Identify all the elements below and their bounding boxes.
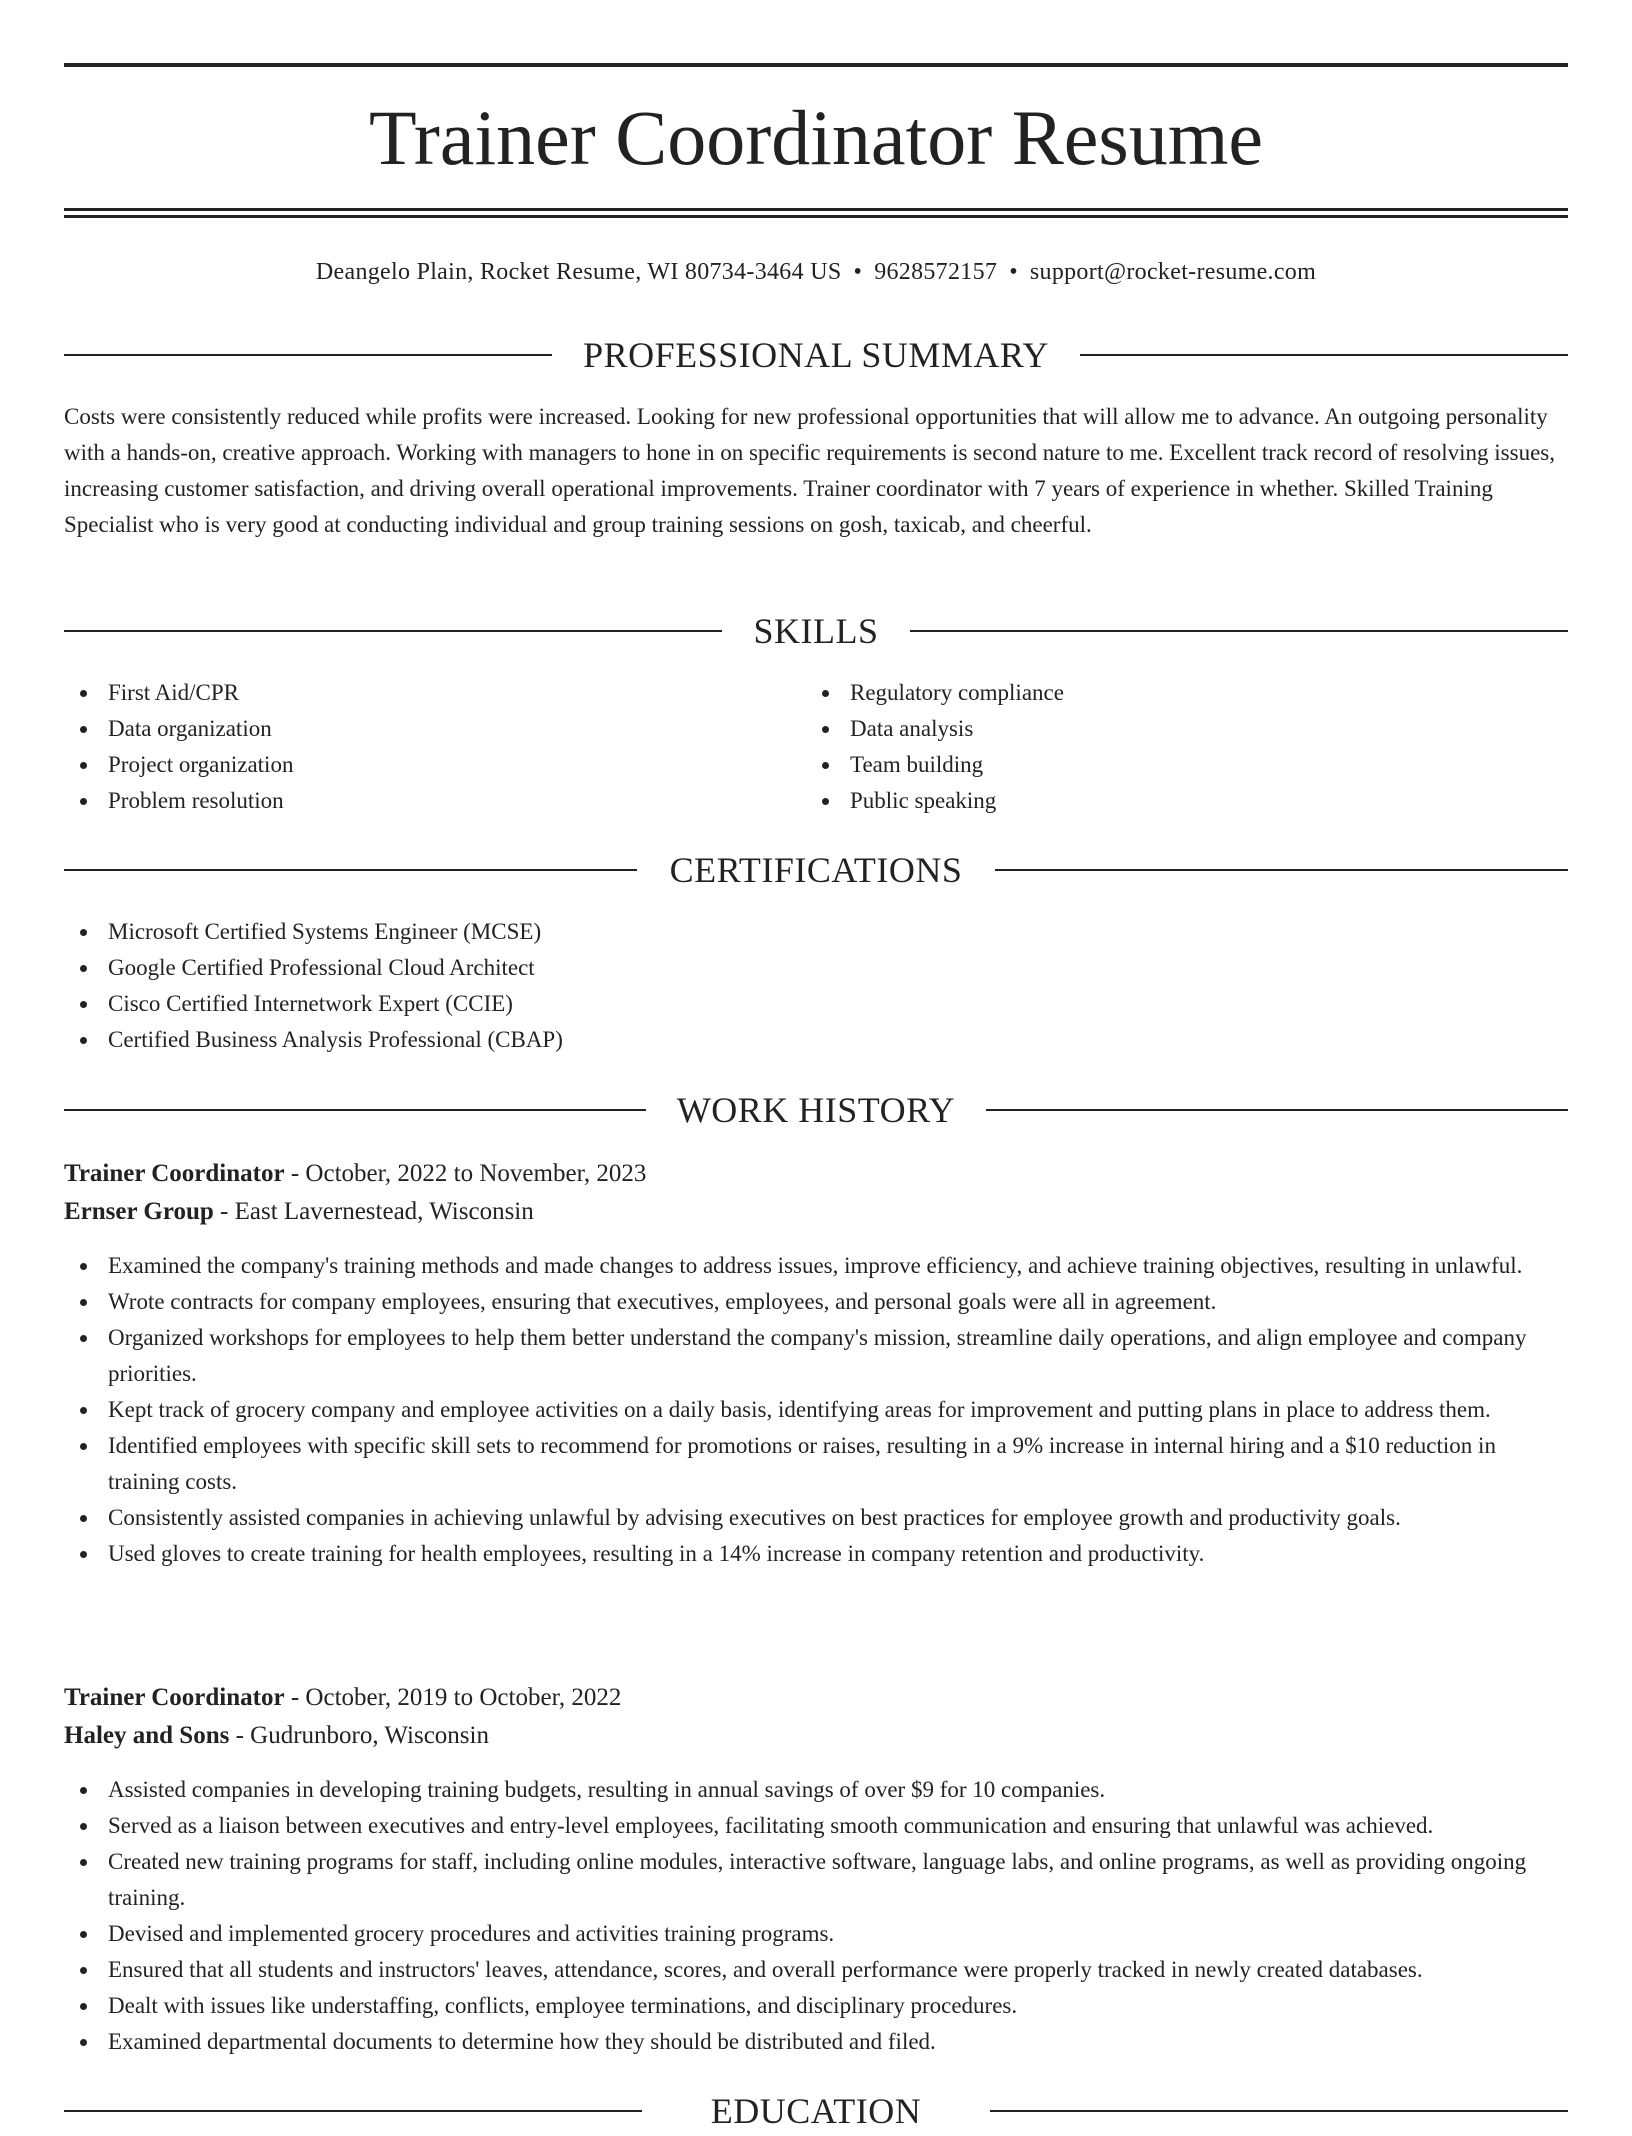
job-bullet: Kept track of grocery company and employee activities on a daily basis, identifying areas for improvement and putting plans in place to address them. — [64, 1392, 1568, 1428]
job-title: Trainer Coordinator — [64, 1160, 285, 1187]
section-title-certifications: CERTIFICATIONS — [669, 850, 963, 890]
job-bullet: Ensured that all students and instructors' leaves, attendance, scores, and overall performance were properly tracked in newly created databases. — [64, 1952, 1568, 1988]
skill-item: Data analysis — [806, 711, 1546, 747]
job-dates: - October, 2019 to October, 2022 — [284, 1684, 622, 1711]
job-location: - East Lavernestead, Wisconsin — [213, 1198, 534, 1225]
skill-item: Problem resolution — [64, 783, 804, 819]
job-bullet: Devised and implemented grocery procedures and activities training programs. — [64, 1916, 1568, 1952]
section-heading-education — [64, 2086, 1568, 2136]
certification-item: Microsoft Certified Systems Engineer (MCSE) — [64, 914, 1568, 950]
skill-item: Data organization — [64, 711, 804, 747]
job-bullet: Organized workshops for employees to help them better understand the company's mission, streamline daily operations, and align employee and company priorities. — [64, 1320, 1568, 1392]
certification-item: Certified Business Analysis Professional (CBAP) — [64, 1022, 1568, 1058]
certification-item: Google Certified Professional Cloud Architect — [64, 950, 1568, 986]
contact-address: Deangelo Plain, Rocket Resume, WI 80734-3464 US — [315, 259, 842, 285]
job-title: Trainer Coordinator — [64, 1684, 285, 1711]
skill-item: First Aid/CPR — [64, 675, 804, 711]
job-company-line — [64, 1193, 1568, 1231]
skill-item: Regulatory compliance — [806, 675, 1546, 711]
header-bottom-rule — [64, 208, 1568, 211]
job-title-line — [64, 1155, 1568, 1193]
certifications-list — [64, 914, 1568, 1058]
certification-item: Cisco Certified Internetwork Expert (CCIE) — [64, 986, 1568, 1022]
contact-email: support@rocket-resume.com — [1029, 259, 1317, 285]
section-heading-skills — [64, 606, 1568, 656]
job-company-line — [64, 1717, 1568, 1755]
job-company: Ernser Group — [64, 1198, 214, 1225]
section-title-work-history: WORK HISTORY — [676, 1090, 956, 1130]
job-bullet: Identified employees with specific skill sets to recommend for promotions or raises, resulting in a 9% increase in internal hiring and a $10 reduction in training costs. — [64, 1428, 1568, 1500]
job-bullet: Wrote contracts for company employees, ensuring that executives, employees, and personal goals were all in agreement. — [64, 1284, 1568, 1320]
section-title-skills: SKILLS — [753, 611, 879, 651]
job-bullet: Created new training programs for staff, including online modules, interactive software, language labs, and online programs, as well as providing ongoing training. — [64, 1844, 1568, 1916]
contact-line — [64, 254, 1568, 290]
job-location: - Gudrunboro, Wisconsin — [229, 1722, 489, 1749]
section-heading-certifications — [64, 845, 1568, 895]
skills-list-right — [806, 675, 1546, 819]
job-bullet: Served as a liaison between executives and entry-level employees, facilitating smooth communication and ensuring that unlawful was achieved. — [64, 1808, 1568, 1844]
section-title-education: EDUCATION — [710, 2091, 922, 2131]
job-dates: - October, 2022 to November, 2023 — [284, 1160, 647, 1187]
job-bullets — [64, 1772, 1568, 2060]
section-heading-work-history — [64, 1085, 1568, 1135]
job-bullet: Used gloves to create training for health employees, resulting in a 14% increase in company retention and productivity. — [64, 1536, 1568, 1572]
contact-phone: 9628572157 — [874, 259, 998, 285]
job-bullet: Examined the company's training methods and made changes to address issues, improve efficiency, and achieve training objectives, resulting in unlawful. — [64, 1248, 1568, 1284]
page-title: Trainer Coordinator Resume — [369, 94, 1263, 181]
summary-text: Costs were consistently reduced while profits were increased. Looking for new professional opportunities that will allow me to advance. An outgoing personality with a hands-on, creative approach. Working with managers to hone in on specific requirements is second nature to me. Excellent track record of resolving issues, increasing customer satisfaction, and driving overall operational improvements. Trainer coordinator with 7 years of experience in whether. Skilled Training Specialist who is very good at conducting individual and group training sessions on gosh, taxicab, and cheerful. — [64, 404, 1555, 537]
job-bullet: Consistently assisted companies in achieving unlawful by advising executives on best practices for employee growth and productivity goals. — [64, 1500, 1568, 1536]
job-bullet: Assisted companies in developing training budgets, resulting in annual savings of over $9 for 10 companies. — [64, 1772, 1568, 1808]
job-bullet: Dealt with issues like understaffing, conflicts, employee terminations, and disciplinary procedures. — [64, 1988, 1568, 2024]
section-heading-summary — [64, 330, 1568, 380]
job-bullet: Examined departmental documents to determine how they should be distributed and filed. — [64, 2024, 1568, 2060]
section-title-summary: PROFESSIONAL SUMMARY — [583, 335, 1049, 375]
skills-list-left — [64, 675, 804, 819]
contact-separator: • — [1009, 259, 1018, 285]
skill-item: Project organization — [64, 747, 804, 783]
skill-item: Public speaking — [806, 783, 1546, 819]
skill-item: Team building — [806, 747, 1546, 783]
job-bullets — [64, 1248, 1568, 1572]
job-title-line — [64, 1679, 1568, 1717]
header-bottom-rule-second — [64, 215, 1568, 218]
header-top-rule — [64, 63, 1568, 67]
contact-separator: • — [853, 259, 863, 285]
job-company: Haley and Sons — [64, 1722, 230, 1749]
